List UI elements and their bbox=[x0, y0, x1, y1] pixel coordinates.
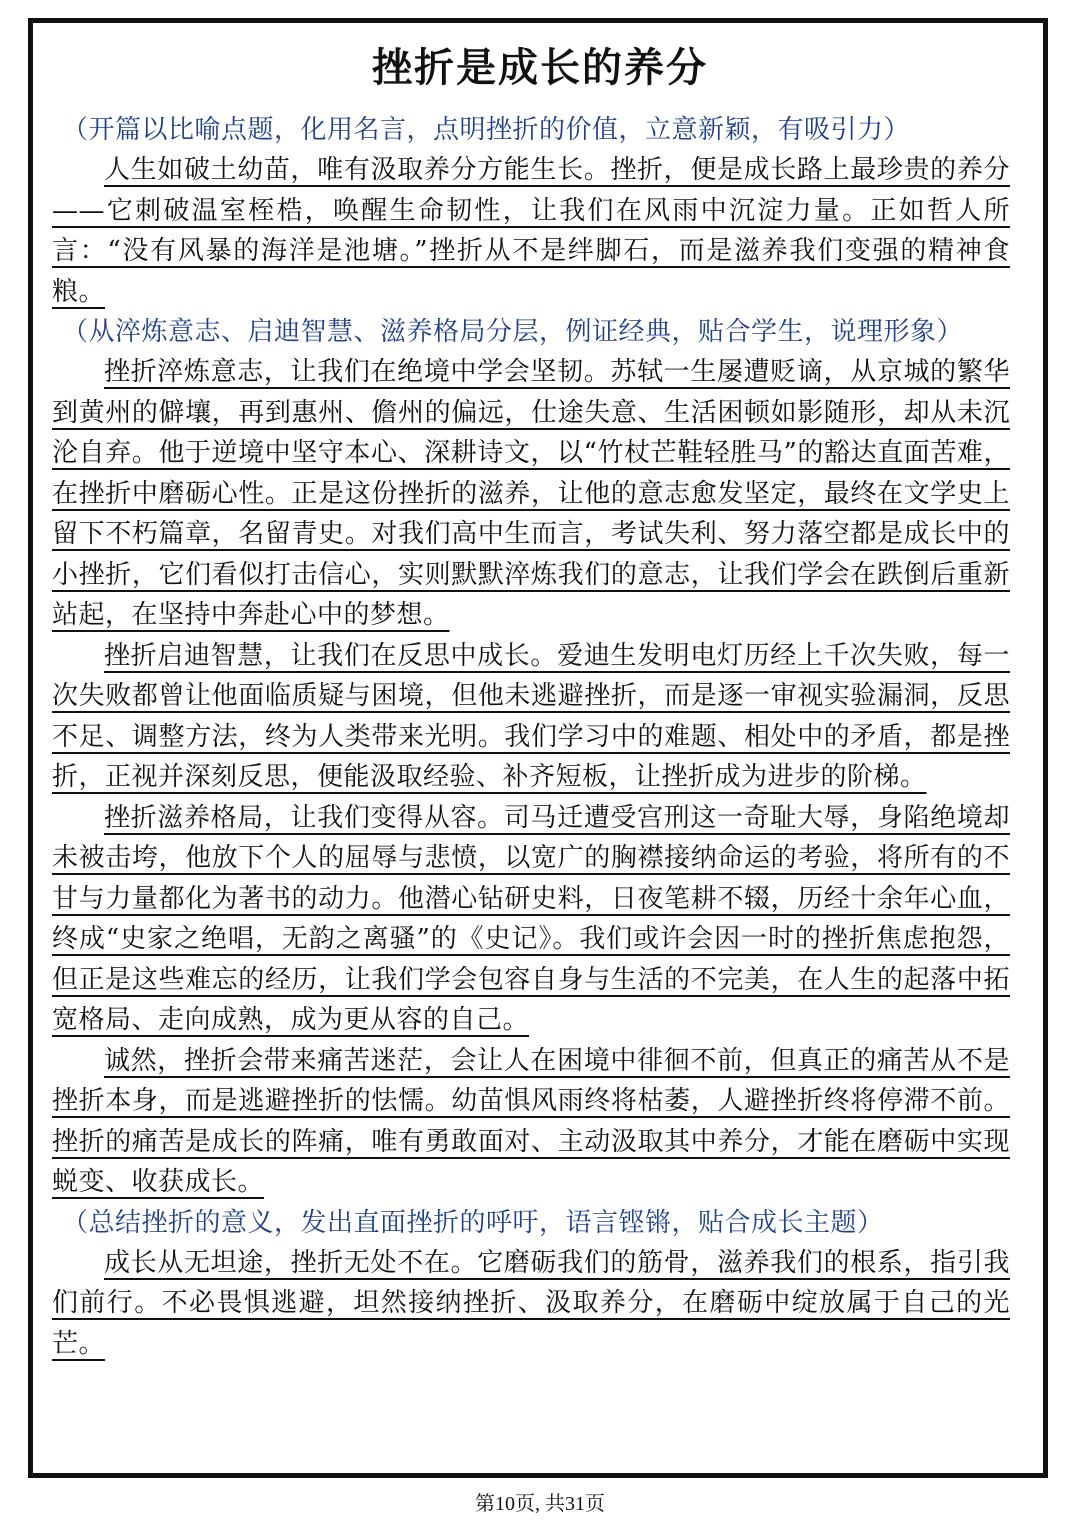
annotation-opening: （开篇以比喻点题，化用名言，点明挫折的价值，立意新颖，有吸引力） bbox=[62, 115, 911, 145]
paragraph-wisdom: 挫折启迪智慧，让我们在反思中成长。爱迪生发明电灯历经上千次失败，每一次失败都曾让他面临质疑与困境，但他未逃避挫折，而是逐一审视实验漏洞，反思不足、调整方法，终为人类带来光明。我们学习中的难题、相处中的矛盾，都是挫折，正视并深刻反思，便能汲取经验、补齐短板，让挫折成为进步的阶梯。 bbox=[52, 640, 1010, 792]
paragraph-opening: 人生如破土幼苗，唯有汲取养分方能生长。挫折，便是成长路上最珍贵的养分——它刺破温室桎梏，唤醒生命韧性，让我们在风雨中沉淀力量。正如哲人所言：“没有风暴的海洋是池塘。”挫折从不是绊脚石，而是滋养我们变强的精神食粮。 bbox=[52, 155, 1010, 307]
paragraph-will: 挫折淬炼意志，让我们在绝境中学会坚韧。苏轼一生屡遭贬谪，从京城的繁华到黄州的僻壤，再到惠州、儋州的偏远，仕途失意、生活困顿如影随形，却从未沉沦自弃。他于逆境中坚守本心、深耕诗文，以“竹杖芒鞋轻胜马”的豁达直面苦难，在挫折中磨砺心性。正是这份挫折的滋养，让他的意志愈发坚定，最终在文学史上留下不朽篇章，名留青史。对我们高中生而言，考试失利、努力落空都是成长中的小挫折，它们看似打击信心，实则默默淬炼我们的意志，让我们学会在跌倒后重新站起，在坚持中奔赴心中的梦想。 bbox=[52, 357, 1010, 630]
essay-body bbox=[52, 110, 1010, 1468]
paragraph-concession: 诚然，挫折会带来痛苦迷茫，会让人在困境中徘徊不前，但真正的痛苦从不是挫折本身，而是逃避挫折的怯懦。幼苗惧风雨终将枯萎，人避挫折终将停滞不前。挫折的痛苦是成长的阵痛，唯有勇敢面对、主动汲取其中养分，才能在磨砺中实现蜕变、收获成长。 bbox=[52, 1045, 1010, 1197]
page-number: 第10页, 共31页 bbox=[475, 1493, 605, 1515]
essay-title: 挫折是成长的养分 bbox=[372, 45, 708, 91]
annotation-body: （从淬炼意志、启迪智慧、滋养格局分层，例证经典，贴合学生，说理形象） bbox=[62, 317, 964, 347]
paragraph-vision: 挫折滋养格局，让我们变得从容。司马迁遭受宫刑这一奇耻大辱，身陷绝境却未被击垮，他放下个人的屈辱与悲愤，以宽广的胸襟接纳命运的考验，将所有的不甘与力量都化为著书的动力。他潜心钻研史料，日夜笔耕不辍，历经十余年心血，终成“史家之绝唱，无韵之离骚”的《史记》。我们或许会因一时的挫折焦虑抱怨，但正是这些难忘的经历，让我们学会包容自身与生活的不完美，在人生的起落中拓宽格局、走向成熟，成为更从容的自己。 bbox=[52, 802, 1010, 1035]
paragraph-conclusion: 成长从无坦途，挫折无处不在。它磨砺我们的筋骨，滋养我们的根系，指引我们前行。不必畏惧逃避，坦然接纳挫折、汲取养分，在磨砺中绽放属于自己的光芒。 bbox=[52, 1247, 1010, 1359]
annotation-conclusion: （总结挫折的意义，发出直面挫折的呼吁，语言铿锵，贴合成长主题） bbox=[62, 1207, 884, 1238]
